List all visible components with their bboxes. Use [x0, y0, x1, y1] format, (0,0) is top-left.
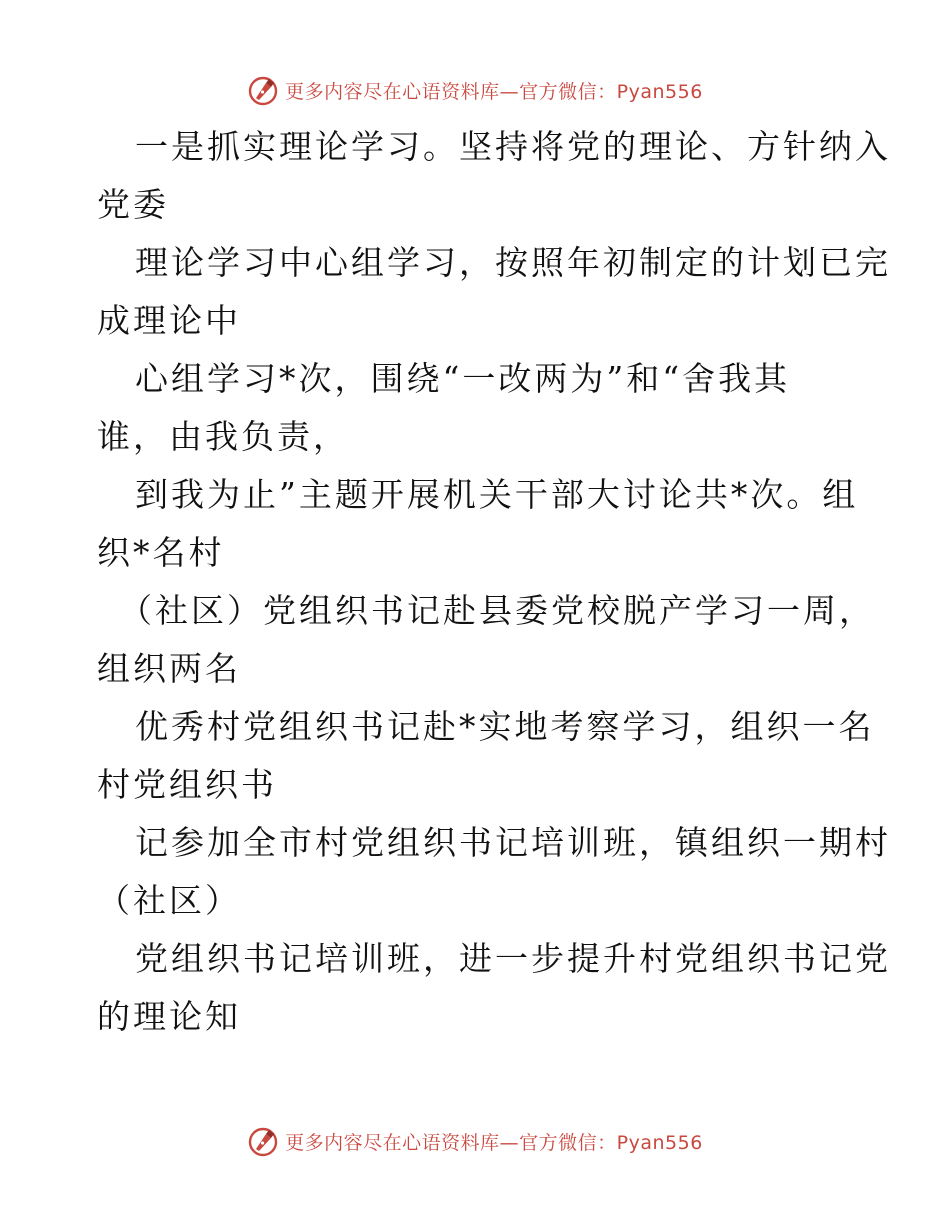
pen-nib-icon	[247, 1125, 279, 1157]
document-body	[97, 118, 891, 1046]
body-line-11: 优秀村党组织书记赴*实地考察学习，组织一名	[135, 707, 875, 746]
header-separator: —	[499, 80, 520, 103]
body-line-15: 党组织书记培训班，进一步提升村党组织书记党	[135, 939, 891, 978]
pen-nib-icon	[247, 74, 279, 106]
body-line-13: 记参加全市村党组织书记培训班，镇组织一期村	[135, 823, 891, 862]
body-line-6: 谁，由我负责，	[97, 417, 349, 456]
body-line-5: 心组学习*次，围绕“一改两为”和“舍我其	[135, 359, 791, 398]
header-brand-label: 更多内容尽在心语资料库	[285, 80, 500, 103]
header-brand-text	[285, 77, 703, 104]
body-line-14: （社区）	[97, 881, 241, 920]
footer-brand-label: 更多内容尽在心语资料库	[285, 1131, 500, 1154]
body-line-2: 党委	[97, 185, 169, 224]
body-line-8: 织*名村	[97, 533, 225, 572]
header-banner	[0, 70, 950, 110]
body-line-7: 到我为止”主题开展机关干部大讨论共*次。组	[135, 475, 859, 514]
footer-banner	[0, 1121, 950, 1161]
footer-separator: —	[499, 1131, 520, 1154]
body-line-3: 理论学习中心组学习，按照年初制定的计划已完	[135, 243, 891, 282]
body-line-4: 成理论中	[97, 301, 241, 340]
body-line-12: 村党组织书	[97, 765, 277, 804]
footer-wechat-text: 官方微信：Pyan556	[519, 1131, 703, 1154]
body-line-9: （社区）党组织书记赴县委党校脱产学习一周，	[119, 591, 875, 630]
body-line-10: 组织两名	[97, 649, 241, 688]
body-line-1: 一是抓实理论学习。坚持将党的理论、方针纳入	[135, 127, 891, 166]
header-wechat-text: 官方微信：Pyan556	[519, 80, 703, 103]
body-line-16: 的理论知	[97, 997, 241, 1036]
footer-brand-text	[285, 1128, 703, 1155]
